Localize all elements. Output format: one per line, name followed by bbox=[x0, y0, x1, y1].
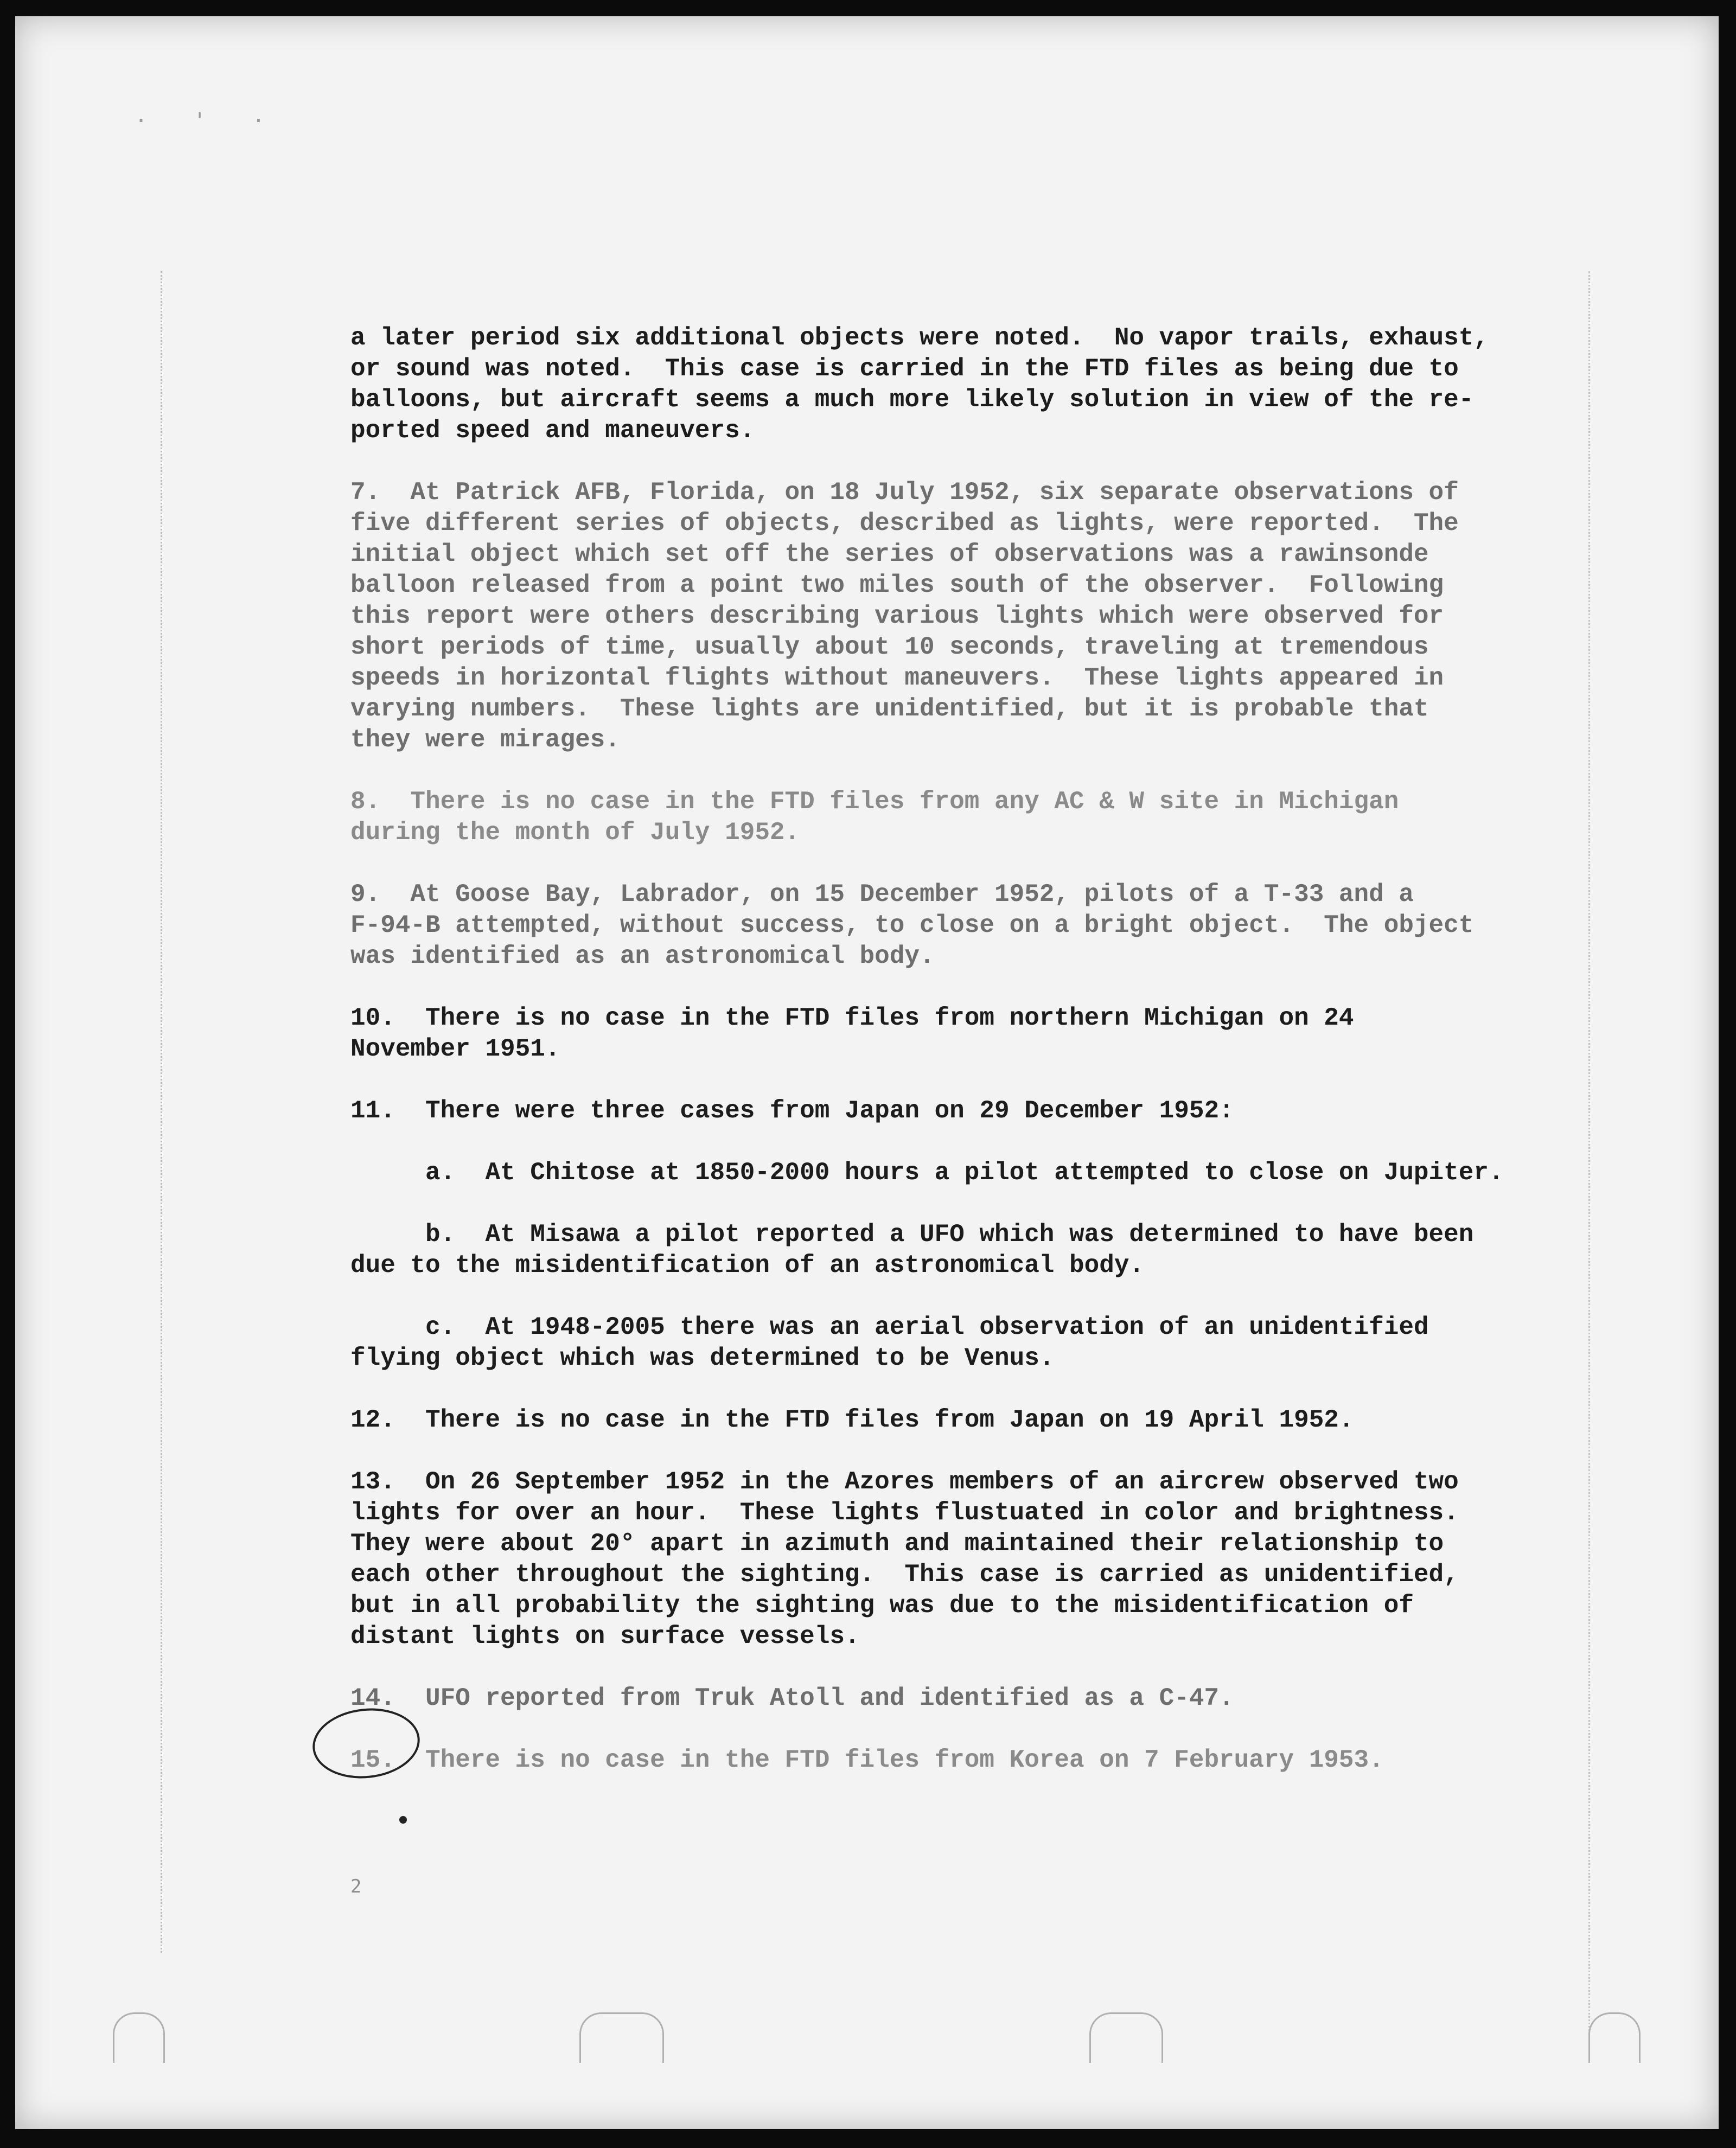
sub-item-11c bbox=[350, 1312, 1577, 1374]
text-line: ported speed and maneuvers. bbox=[350, 417, 755, 445]
text-line: 10. There is no case in the FTD files from northern Michigan on 24 bbox=[350, 1004, 1354, 1032]
paragraph-8 bbox=[350, 787, 1577, 848]
text-line: 13. On 26 September 1952 in the Azores members of an aircrew observed two bbox=[350, 1468, 1459, 1496]
paragraph-6-continued bbox=[350, 323, 1577, 446]
stamp-outline bbox=[579, 2012, 664, 2063]
text-line: each other throughout the sighting. This case is carried as unidentified, bbox=[350, 1561, 1459, 1589]
text-line: balloon released from a point two miles south of the observer. Following bbox=[350, 571, 1444, 599]
text-line: b. At Misawa a pilot reported a UFO which was determined to have been bbox=[350, 1220, 1474, 1249]
text-line: flying object which was determined to be Venus. bbox=[350, 1344, 1055, 1372]
document-page bbox=[15, 16, 1719, 2129]
document-body bbox=[350, 323, 1577, 1807]
paragraph-14 bbox=[350, 1683, 1577, 1714]
text-line: lights for over an hour. These lights flustuated in color and brightness. bbox=[350, 1499, 1459, 1527]
paragraph-11 bbox=[350, 1096, 1577, 1127]
text-line: speeds in horizontal flights without maneuvers. These lights appeared in bbox=[350, 664, 1444, 692]
stamp-outline bbox=[1089, 2012, 1163, 2063]
stamp-outline bbox=[1588, 2012, 1641, 2063]
text-line: but in all probability the sighting was due to the misidentification of bbox=[350, 1591, 1414, 1620]
text-line: 9. At Goose Bay, Labrador, on 15 December 1952, pilots of a T-33 and a bbox=[350, 880, 1414, 909]
text-line: was identified as an astronomical body. bbox=[350, 942, 935, 970]
text-line: 15. There is no case in the FTD files from Korea on 7 February 1953. bbox=[350, 1746, 1384, 1774]
text-line: five different series of objects, described as lights, were reported. The bbox=[350, 509, 1459, 538]
paragraph-13 bbox=[350, 1467, 1577, 1652]
text-line: this report were others describing various lights which were observed for bbox=[350, 602, 1444, 630]
sub-item-11b bbox=[350, 1219, 1577, 1281]
paragraph-7 bbox=[350, 477, 1577, 756]
text-line: 7. At Patrick AFB, Florida, on 18 July 1952, six separate observations of bbox=[350, 478, 1459, 507]
text-line: November 1951. bbox=[350, 1035, 560, 1063]
text-line: a. At Chitose at 1850-2000 hours a pilot attempted to close on Jupiter. bbox=[350, 1159, 1504, 1187]
paragraph-15 bbox=[350, 1745, 1577, 1776]
text-line: they were mirages. bbox=[350, 726, 620, 754]
text-line: due to the misidentification of an astronomical body. bbox=[350, 1251, 1145, 1280]
text-line: 14. UFO reported from Truk Atoll and identified as a C-47. bbox=[350, 1684, 1234, 1712]
text-line: They were about 20° apart in azimuth and maintained their relationship to bbox=[350, 1530, 1444, 1558]
paragraph-10 bbox=[350, 1003, 1577, 1065]
right-margin-line bbox=[1588, 271, 1591, 2061]
scan-specks: · ' · bbox=[135, 108, 282, 133]
paragraph-12 bbox=[350, 1405, 1577, 1436]
text-line: distant lights on surface vessels. bbox=[350, 1622, 860, 1651]
text-line: 11. There were three cases from Japan on 29 December 1952: bbox=[350, 1097, 1234, 1125]
text-line: 8. There is no case in the FTD files from any AC & W site in Michigan bbox=[350, 788, 1399, 816]
left-margin-line bbox=[161, 271, 163, 1953]
text-line: short periods of time, usually about 10 seconds, traveling at tremendous bbox=[350, 633, 1429, 661]
page-mark: 2 bbox=[350, 1876, 362, 1897]
text-line: varying numbers. These lights are unidentified, but it is probable that bbox=[350, 695, 1429, 723]
ink-dot bbox=[399, 1816, 407, 1824]
text-line: initial object which set off the series of observations was a rawinsonde bbox=[350, 540, 1429, 568]
text-line: or sound was noted. This case is carried in the FTD files as being due to bbox=[350, 355, 1459, 383]
text-line: during the month of July 1952. bbox=[350, 819, 800, 847]
text-line: a later period six additional objects were noted. No vapor trails, exhaust, bbox=[350, 324, 1489, 352]
sub-item-11a bbox=[350, 1158, 1577, 1188]
bottom-stamp-strip bbox=[15, 2012, 1719, 2121]
text-line: balloons, but aircraft seems a much more likely solution in view of the re- bbox=[350, 386, 1474, 414]
text-line: c. At 1948-2005 there was an aerial observation of an unidentified bbox=[350, 1313, 1429, 1341]
stamp-outline bbox=[113, 2012, 165, 2063]
text-line: 12. There is no case in the FTD files from Japan on 19 April 1952. bbox=[350, 1406, 1354, 1434]
paragraph-9 bbox=[350, 879, 1577, 972]
text-line: F-94-B attempted, without success, to close on a bright object. The object bbox=[350, 911, 1474, 939]
